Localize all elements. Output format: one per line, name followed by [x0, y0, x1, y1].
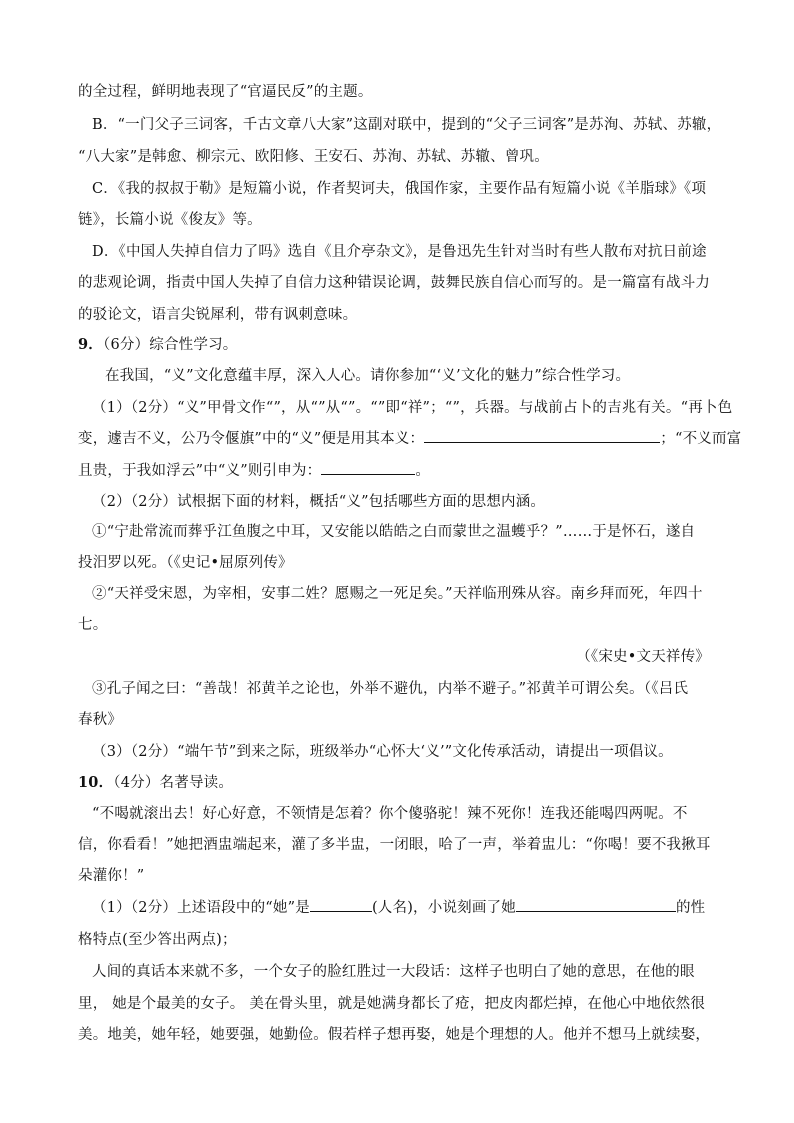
text-line: 的悲观论调，指责中国人失掉了自信力这种错误论调，鼓舞民族自信心而写的。是一篇富有战斗力	[78, 275, 711, 291]
question-title: （4分）名著导读。	[113, 775, 234, 791]
excerpt-line: 美。地美，她年轻，她要强，她勤俭。假若样子想再娶，她是个理想的人。他并不想马上就续娶，	[78, 1027, 711, 1043]
question-10-heading	[78, 771, 233, 792]
subquestion-1-line	[92, 896, 705, 917]
excerpt-line: 里， 她是个最美的女子。 美在骨头里，就是她满身都长了疮，把皮肉都烂掉，在他心中地依然很	[78, 996, 706, 1012]
answer-blank[interactable]	[424, 428, 660, 443]
question-title: （6分）综合性学习。	[103, 337, 238, 353]
text-line: 投汨罗以死。（《史记•屈原列传》	[78, 555, 293, 571]
text-line: 七。	[78, 617, 108, 633]
subquestion-1-line3	[78, 459, 430, 480]
material-2-line: ②“天祥受宋恩，为宰相，安事二姓？愿赐之一死足矣。”天祥临刑殊从容。南乡拜而死，年四十	[92, 586, 703, 602]
excerpt-line: 朵灌你！”	[78, 868, 145, 884]
text-line: 的驳论文，语言尖锐犀利，带有讽刺意味。	[78, 307, 358, 323]
text-line: “八大家”是韩愈、柳宗元、欧阳修、王安石、苏洵、苏轼、苏辙、曾巩。	[78, 149, 549, 165]
subquestion-1-line: （1）（2分）“义”甲骨文作“”，从“”从“”。“”即“祥”；“”，兵器。与战前占卜的吉兆有关。“再卜色	[92, 400, 733, 416]
material-3-line: ③孔子闻之曰：“善哉！祁黄羊之论也，外举不避仇，内举不避子。”祁黄羊可谓公矣。（《吕氏	[92, 681, 689, 697]
text-line: 在我国，“义”文化意蕴丰厚，深入人心。请你参加“‘义’文化的魅力”综合性学习。	[105, 368, 631, 384]
question-9-heading	[78, 333, 237, 354]
text-line: 春秋》	[78, 712, 123, 728]
text-segment: ；“不义而富	[660, 431, 742, 447]
text-line: 链》，长篇小说《俊友》等。	[78, 212, 262, 228]
subquestion-2-line: （2）（2分）试根据下面的材料，概括“义”包括哪些方面的思想内涵。	[92, 494, 546, 510]
text-line: 的全过程，鲜明地表现了“官逼民反”的主题。	[78, 84, 373, 100]
text-segment: 且贵，于我如浮云”中“义”则引申为：	[78, 463, 322, 479]
answer-blank[interactable]	[310, 897, 372, 912]
option-d-line: D．《中国人失掉自信力了吗》选自《且介亭杂文》，是鲁迅先生针对当时有些人散布对抗日前途	[92, 244, 707, 260]
answer-blank[interactable]	[321, 460, 415, 475]
excerpt-line: 信，你看看！”她把酒盅端起来，灌了多半盅，一闭眼，哈了一声，举着盅儿：“你喝！要不我揪耳	[78, 837, 711, 853]
excerpt-line: 人间的真话本来就不多，一个女子的脸红胜过一大段话：这样子也明白了她的意思，在他的眼	[92, 964, 695, 980]
answer-blank[interactable]	[516, 897, 676, 912]
option-c-line: C．《我的叔叔于勒》是短篇小说，作者契诃夫，俄国作家，主要作品有短篇小说《羊脂球》《项	[92, 181, 707, 197]
material-1-line: ①“宁赴常流而葬乎江鱼腹之中耳，又安能以皓皓之白而蒙世之温蠖乎？”……于是怀石，遂自	[92, 524, 696, 540]
text-segment: （1）（2分）上述语段中的“她”是	[92, 900, 310, 916]
excerpt-line: “不喝就滚出去！好心好意，不领情是怎着？你个傻骆驼！辣不死你！连我还能喝四两呢。不	[92, 806, 688, 822]
question-number: 10．	[78, 774, 114, 791]
text-segment: 。	[415, 463, 431, 479]
citation-line: （《宋史•文天祥传》	[576, 649, 710, 665]
text-line: 格特点(至少答出两点)；	[78, 932, 237, 948]
text-segment: (人名)，小说刻画了她	[371, 900, 516, 916]
subquestion-3-line: （3）（2分）“端午节”到来之际，班级举办“心怀大‘义’”文化传承活动，请提出一项倡议。	[92, 744, 673, 760]
option-b-line: B．“一门父子三词客，千古文章八大家”这副对联中，提到的“父子三词客”是苏洵、苏轼、苏辙，	[92, 117, 722, 133]
text-segment: 变，遽吉不义，公乃令偃旗”中的“义”便是用其本义：	[78, 431, 425, 447]
text-segment: 的性	[675, 900, 706, 916]
subquestion-1-line2	[78, 427, 741, 448]
question-number: 9．	[78, 336, 103, 353]
